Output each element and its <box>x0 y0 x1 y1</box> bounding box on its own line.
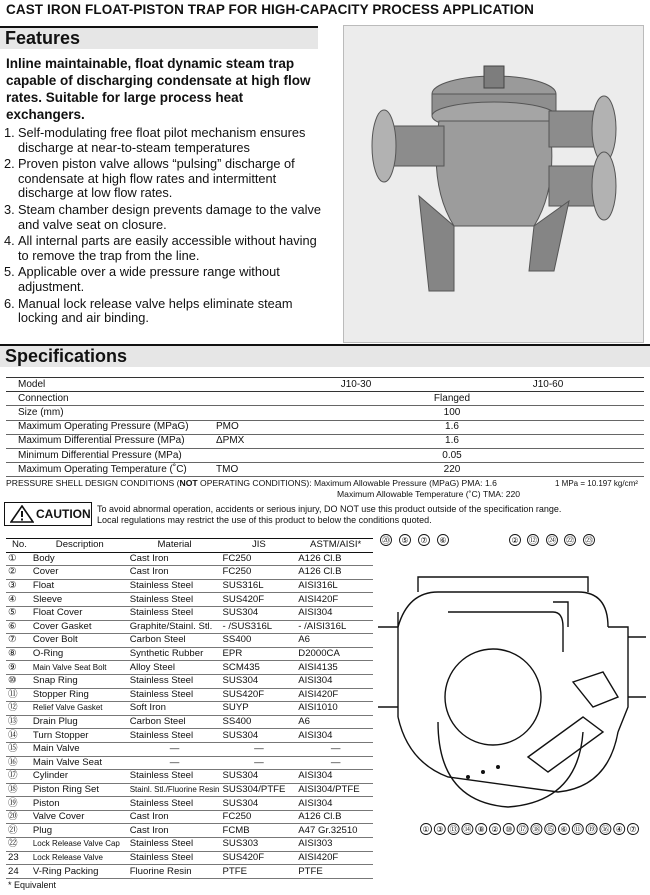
callout-label: ⑳ <box>382 536 390 546</box>
feature-number: 2. <box>4 156 15 172</box>
caution-line1: To avoid abnormal operation, accidents or serious injury, DO NOT use this product outside of the specification range. <box>97 504 562 514</box>
part-number: ㉑ <box>6 824 30 838</box>
spec-symbol: PMO <box>216 420 260 434</box>
part-number: ⑥ <box>6 620 30 634</box>
spec-symbol <box>216 448 260 462</box>
part-jis: SS400 <box>220 715 296 729</box>
parts-row <box>6 824 373 838</box>
parts-row <box>6 606 373 620</box>
part-material: Stainless Steel <box>127 770 220 784</box>
feature-text: Applicable over a wide pressure range without adjustment. <box>18 264 280 294</box>
part-astm: — <box>295 742 373 756</box>
spec-row <box>6 434 644 448</box>
part-number: ⑫ <box>6 702 30 716</box>
spec-symbol <box>216 378 260 392</box>
parts-row <box>6 674 373 688</box>
part-number: ⑧ <box>6 647 30 661</box>
callout-label: ⑤ <box>401 536 409 546</box>
parts-row <box>6 647 373 661</box>
part-number: ⑱ <box>6 783 30 797</box>
parts-row <box>6 756 373 770</box>
part-number: ⑪ <box>6 688 30 702</box>
part-jis: FC250 <box>220 552 296 566</box>
spec-symbol: TMO <box>216 463 260 477</box>
parts-row <box>6 702 373 716</box>
part-astm: AISI420F <box>295 593 373 607</box>
part-material: Fluorine Resin <box>127 865 220 879</box>
part-number: ① <box>6 552 30 566</box>
part-description: Relief Valve Gasket <box>30 702 127 716</box>
part-jis: SCM435 <box>220 661 296 675</box>
part-number: ⑤ <box>6 606 30 620</box>
part-number: ⑭ <box>6 729 30 743</box>
spec-symbol: ΔPMX <box>216 434 260 448</box>
feature-item <box>6 297 326 326</box>
part-jis: — <box>220 742 296 756</box>
col-header-description: Description <box>30 539 127 553</box>
part-material: Cast Iron <box>127 824 220 838</box>
cross-section-drawing <box>378 532 646 837</box>
part-astm: AISI420F <box>295 688 373 702</box>
part-number: 23 <box>6 851 30 865</box>
steam-trap-illustration <box>344 26 643 342</box>
spec-row <box>6 406 644 420</box>
part-jis: SUS304 <box>220 729 296 743</box>
footnote: * Equivalent <box>8 880 57 890</box>
conditions-line2: Maximum Allowable Temperature (˚C) TMA: 220 <box>337 489 521 499</box>
part-description: Main Valve Seat Bolt <box>30 661 127 675</box>
features-list <box>6 126 326 328</box>
part-jis: SUS420F <box>220 688 296 702</box>
caution-line2: Local regulations may restrict the use of this product to below the conditions quoted. <box>97 515 432 525</box>
part-jis: SUS304 <box>220 797 296 811</box>
callout-label: ㉓ <box>585 536 593 546</box>
part-astm: — <box>295 756 373 770</box>
part-number: ⑮ <box>6 742 30 756</box>
feature-text: Manual lock release valve helps eliminate steam locking and air binding. <box>18 295 293 326</box>
part-number: 24 <box>6 865 30 879</box>
specifications-heading-bar <box>0 344 650 367</box>
part-jis: SUS420F <box>220 851 296 865</box>
part-number: ③ <box>6 579 30 593</box>
part-astm: PTFE <box>295 865 373 879</box>
callout-label: ㉔ <box>548 536 556 546</box>
parts-table <box>6 538 373 879</box>
part-description: Main Valve <box>30 742 127 756</box>
spec-value: J10-30 <box>260 378 452 392</box>
part-astm: D2000CA <box>295 647 373 661</box>
part-material: Soft Iron <box>127 702 220 716</box>
part-astm: AISI304 <box>295 797 373 811</box>
part-description: Stopper Ring <box>30 688 127 702</box>
parts-row <box>6 661 373 675</box>
part-description: Valve Cover <box>30 810 127 824</box>
spec-label: Maximum Operating Temperature (˚C) <box>6 463 216 477</box>
part-astm: A6 <box>295 634 373 648</box>
features-heading: Features <box>5 28 81 48</box>
callout-label: ⑮ <box>546 825 555 835</box>
callout-label: ⑬ <box>449 825 458 835</box>
part-number: ⑩ <box>6 674 30 688</box>
col-header-astm: ASTM/AISI* <box>295 539 373 553</box>
parts-row <box>6 688 373 702</box>
callout-label: ④ <box>615 825 623 835</box>
parts-row <box>6 810 373 824</box>
callout-label: ⑩ <box>505 825 513 835</box>
part-description: O-Ring <box>30 647 127 661</box>
features-heading-bar <box>0 26 318 49</box>
parts-row <box>6 552 373 566</box>
spec-value: 100 <box>260 406 644 420</box>
specifications-table <box>6 377 644 477</box>
part-astm: AISI316L <box>295 579 373 593</box>
part-number: ⑲ <box>6 797 30 811</box>
part-description: Lock Release Valve Cap <box>30 838 127 852</box>
spec-value: 220 <box>260 463 644 477</box>
feature-text: All internal parts are easily accessible without having to remove the trap from the line. <box>18 233 317 263</box>
conditions-prefix: PRESSURE SHELL DESIGN CONDITIONS ( <box>6 478 180 488</box>
callout-label: ⑪ <box>573 825 582 835</box>
conditions-suffix: OPERATING CONDITIONS): <box>197 478 312 488</box>
part-astm: A47 Gr.32510 <box>295 824 373 838</box>
feature-number: 6. <box>4 295 15 311</box>
part-astm: AISI304 <box>295 606 373 620</box>
part-jis: SUS316L <box>220 579 296 593</box>
part-astm: AISI303 <box>295 838 373 852</box>
part-material: Stainless Steel <box>127 851 220 865</box>
spec-row <box>6 378 644 392</box>
product-photo <box>343 25 644 343</box>
spec-row <box>6 392 644 406</box>
part-jis: SUS303 <box>220 838 296 852</box>
col-header-jis: JIS <box>220 539 296 553</box>
part-material: Cast Iron <box>127 552 220 566</box>
spec-label: Maximum Differential Pressure (MPa) <box>6 434 216 448</box>
part-material: Stainless Steel <box>127 606 220 620</box>
part-material: Cast Iron <box>127 810 220 824</box>
callout-label: ⑥ <box>560 825 568 835</box>
part-astm: A126 Cl.B <box>295 566 373 580</box>
part-material: Synthetic Rubber <box>127 647 220 661</box>
part-material: Carbon Steel <box>127 715 220 729</box>
part-material: Stainless Steel <box>127 797 220 811</box>
spec-row <box>6 463 644 477</box>
caution-label: CAUTION <box>36 507 91 521</box>
spec-value: 1.6 <box>260 420 644 434</box>
callout-label: ⑭ <box>463 825 472 835</box>
feature-number: 4. <box>4 233 15 249</box>
part-number: ④ <box>6 593 30 607</box>
part-jis: SS400 <box>220 634 296 648</box>
parts-row <box>6 770 373 784</box>
callout-label: ⑦ <box>629 825 637 835</box>
callout-label: ⑯ <box>601 825 610 835</box>
spec-symbol <box>216 392 260 406</box>
parts-row <box>6 715 373 729</box>
feature-number: 5. <box>4 264 15 280</box>
callout-label: ① <box>422 825 430 835</box>
design-conditions <box>6 478 646 499</box>
parts-row <box>6 838 373 852</box>
parts-row <box>6 797 373 811</box>
feature-item <box>6 234 326 263</box>
feature-text: Steam chamber design prevents damage to the valve and valve seat on closure. <box>18 201 322 232</box>
feature-number: 3. <box>4 201 15 217</box>
callout-label: ② <box>511 536 519 546</box>
spec-value: Flanged <box>260 392 644 406</box>
callout-label: ③ <box>436 825 444 835</box>
part-astm: AISI4135 <box>295 661 373 675</box>
part-number: ⑬ <box>6 715 30 729</box>
part-astm: - /AISI316L <box>295 620 373 634</box>
feature-item <box>6 126 326 155</box>
part-description: Cylinder <box>30 770 127 784</box>
part-description: Snap Ring <box>30 674 127 688</box>
parts-row <box>6 783 373 797</box>
spec-value: 1.6 <box>260 434 644 448</box>
part-description: Piston <box>30 797 127 811</box>
callout-label: ⑲ <box>587 825 596 835</box>
col-header-no: No. <box>6 539 30 553</box>
part-description: Main Valve Seat <box>30 756 127 770</box>
part-description: V-Ring Packing <box>30 865 127 879</box>
part-jis: SUS304/PTFE <box>220 783 296 797</box>
part-material: Carbon Steel <box>127 634 220 648</box>
part-description: Plug <box>30 824 127 838</box>
spec-label: Size (mm) <box>6 406 216 420</box>
part-astm: AISI304/PTFE <box>295 783 373 797</box>
cross-section-diagram <box>378 532 646 837</box>
part-jis: FCMB <box>220 824 296 838</box>
part-jis: PTFE <box>220 865 296 879</box>
part-jis: SUS304 <box>220 770 296 784</box>
part-material: Stainless Steel <box>127 729 220 743</box>
part-astm: A126 Cl.B <box>295 552 373 566</box>
part-number: ㉒ <box>6 838 30 852</box>
parts-row <box>6 865 373 879</box>
part-description: Cover Bolt <box>30 634 127 648</box>
part-astm: AISI304 <box>295 770 373 784</box>
part-material: — <box>127 742 220 756</box>
part-description: Piston Ring Set <box>30 783 127 797</box>
part-astm: A6 <box>295 715 373 729</box>
part-material: Graphite/Stainl. Stl. <box>127 620 220 634</box>
spec-symbol <box>216 406 260 420</box>
callout-label: ⑥ <box>439 536 447 546</box>
feature-number: 1. <box>4 125 15 140</box>
feature-item <box>6 203 326 232</box>
part-jis: SUS420F <box>220 593 296 607</box>
spec-value: 0.05 <box>260 448 644 462</box>
part-jis: FC250 <box>220 566 296 580</box>
part-material: Stainless Steel <box>127 674 220 688</box>
parts-header-row <box>6 539 373 553</box>
col-header-material: Material <box>127 539 220 553</box>
part-description: Turn Stopper <box>30 729 127 743</box>
callout-label: ⑫ <box>529 536 537 546</box>
caution-box <box>4 502 92 526</box>
feature-item <box>6 265 326 294</box>
part-description: Drain Plug <box>30 715 127 729</box>
callout-label: ② <box>491 825 499 835</box>
part-material: Alloy Steel <box>127 661 220 675</box>
parts-row <box>6 620 373 634</box>
part-astm: AISI304 <box>295 729 373 743</box>
callout-label: ㉒ <box>566 536 574 546</box>
part-description: Float Cover <box>30 606 127 620</box>
part-jis: EPR <box>220 647 296 661</box>
part-astm: AISI420F <box>295 851 373 865</box>
parts-row <box>6 729 373 743</box>
part-astm: AISI304 <box>295 674 373 688</box>
part-description: Body <box>30 552 127 566</box>
spec-row <box>6 420 644 434</box>
parts-row <box>6 742 373 756</box>
features-intro: Inline maintainable, float dynamic steam trap capable of discharging condensate at high flow rates. Suitable for large process heat exchangers. <box>6 56 311 122</box>
part-astm: AISI1010 <box>295 702 373 716</box>
callout-label: ⑧ <box>477 825 485 835</box>
specifications-heading: Specifications <box>5 346 128 366</box>
part-description: Lock Release Valve <box>30 851 127 865</box>
part-material: Stainless Steel <box>127 579 220 593</box>
spec-row <box>6 448 644 462</box>
part-material: Stainl. Stl./Fluorine Resin <box>127 783 220 797</box>
callout-label: ⑱ <box>532 825 541 835</box>
part-material: Stainless Steel <box>127 838 220 852</box>
feature-text: Self-modulating free float pilot mechanism ensures discharge at near-to-steam temperatures <box>18 125 306 155</box>
part-number: ② <box>6 566 30 580</box>
parts-row <box>6 566 373 580</box>
parts-row <box>6 851 373 865</box>
feature-item <box>6 157 326 201</box>
part-jis: SUS304 <box>220 606 296 620</box>
spec-label: Connection <box>6 392 216 406</box>
spec-label: Model <box>6 378 216 392</box>
spec-value: J10-60 <box>452 378 644 392</box>
part-jis: FC250 <box>220 810 296 824</box>
part-number: ⑨ <box>6 661 30 675</box>
part-description: Cover Gasket <box>30 620 127 634</box>
warning-triangle-icon <box>10 505 34 523</box>
part-material: Stainless Steel <box>127 688 220 702</box>
part-astm: A126 Cl.B <box>295 810 373 824</box>
page-title: CAST IRON FLOAT-PISTON TRAP FOR HIGH-CAPACITY PROCESS APPLICATION <box>6 2 535 17</box>
part-description: Sleeve <box>30 593 127 607</box>
part-jis: — <box>220 756 296 770</box>
part-material: Stainless Steel <box>127 593 220 607</box>
callout-label: ⑰ <box>518 825 527 835</box>
callout-label: ⑦ <box>420 536 428 546</box>
part-number: ⑯ <box>6 756 30 770</box>
part-jis: SUYP <box>220 702 296 716</box>
conditions-not: NOT <box>179 478 198 488</box>
spec-label: Maximum Operating Pressure (MPaG) <box>6 420 216 434</box>
pressure-conversion: 1 MPa = 10.197 kg/cm² <box>555 479 638 488</box>
part-material: Cast Iron <box>127 566 220 580</box>
parts-row <box>6 579 373 593</box>
caution-text <box>97 504 561 526</box>
parts-row <box>6 593 373 607</box>
part-material: — <box>127 756 220 770</box>
part-number: ⑳ <box>6 810 30 824</box>
parts-row <box>6 634 373 648</box>
feature-text: Proven piston valve allows “pulsing” discharge of condensate at high flow rates and intermittent discharge at low flow rates. <box>18 156 295 201</box>
conditions-line1: Maximum Allowable Pressure (MPaG) PMA: 1.6 <box>313 478 497 488</box>
part-jis: SUS304 <box>220 674 296 688</box>
part-number: ⑰ <box>6 770 30 784</box>
part-description: Float <box>30 579 127 593</box>
part-number: ⑦ <box>6 634 30 648</box>
part-jis: - /SUS316L <box>220 620 296 634</box>
spec-label: Minimum Differential Pressure (MPa) <box>6 448 216 462</box>
part-description: Cover <box>30 566 127 580</box>
